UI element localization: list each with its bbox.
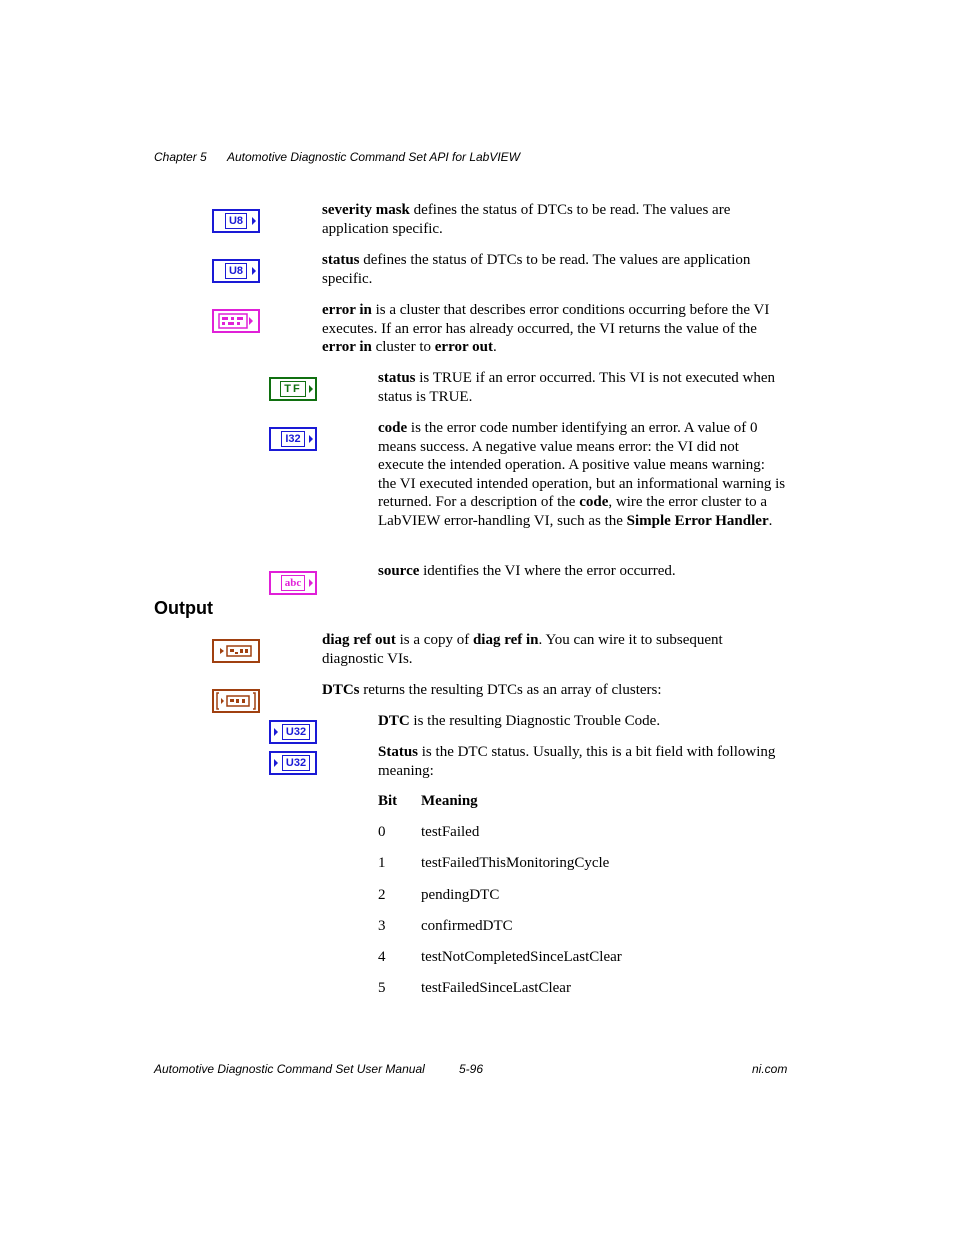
u32-label: U32 xyxy=(282,724,310,740)
manual-title: Automotive Diagnostic Command Set User Manual xyxy=(154,1062,425,1076)
abc-label: abc xyxy=(281,575,306,591)
page-footer xyxy=(0,1062,954,1078)
arrow-right-icon xyxy=(309,385,313,393)
chapter-label: Chapter 5 xyxy=(154,150,207,164)
u8-label: U8 xyxy=(225,213,247,229)
error-code-description: code is the error code number identifying an error. A value of 0 means success. A negative value means error: the VI did not execute the intended operation. A positive value means warning: the VI executed intended operation, but an informational warning is returned. For a description of the code, wire the error cluster to a LabVIEW error-handling VI, such as the Simple Error Handler. xyxy=(378,420,786,529)
error-in-description: error in is a cluster that describes error conditions occurring before the VI executes. If an error has already occurred, the VI returns the value of the error in cluster to error out. xyxy=(322,302,770,356)
page-header xyxy=(0,150,954,166)
array-icon xyxy=(215,691,257,711)
status-description: status defines the status of DTCs to be read. The values are application specific. xyxy=(322,252,751,287)
error-status-description: status is TRUE if an error occurred. This VI is not executed when status is TRUE. xyxy=(378,370,776,405)
arrow-left-icon xyxy=(274,728,278,736)
arrow-left-icon xyxy=(274,759,278,767)
i32-terminal-icon xyxy=(269,427,317,451)
output-heading: Output xyxy=(154,598,213,618)
diag-ref-out-description: diag ref out is a copy of diag ref in. You can wire it to subsequent diagnostic VIs. xyxy=(322,632,723,667)
u8-terminal-icon xyxy=(212,259,260,283)
error-source-description: source identifies the VI where the error occurred. xyxy=(378,563,676,579)
column-header-meaning: Meaning xyxy=(421,793,478,809)
refnum-terminal-icon xyxy=(212,639,260,663)
page-number: 5-96 xyxy=(459,1062,484,1076)
arrow-right-icon xyxy=(309,435,313,443)
severity-mask-description: severity mask defines the status of DTCs to be read. The values are application specific. xyxy=(322,202,731,237)
error-cluster-icon xyxy=(212,309,260,333)
term-name: severity mask xyxy=(322,202,410,218)
refnum-icon xyxy=(217,643,255,659)
arrow-right-icon xyxy=(252,217,256,225)
tf-label: TF xyxy=(280,381,305,397)
dtc-description: DTC is the resulting Diagnostic Trouble Code. xyxy=(378,713,661,729)
column-header-bit: Bit xyxy=(378,793,398,809)
dtc-status-description: Status is the DTC status. Usually, this is a bit field with following meaning: xyxy=(378,744,776,779)
dtcs-description: DTCs returns the resulting DTCs as an array of clusters: xyxy=(322,682,662,698)
array-cluster-terminal-icon xyxy=(212,689,260,713)
i32-label: I32 xyxy=(281,431,304,447)
boolean-terminal-icon xyxy=(269,377,317,401)
u32-terminal-icon xyxy=(269,751,317,775)
u32-terminal-icon xyxy=(269,720,317,744)
u8-terminal-icon xyxy=(212,209,260,233)
u32-label: U32 xyxy=(282,755,310,771)
string-terminal-icon xyxy=(269,571,317,595)
chapter-title: Automotive Diagnostic Command Set API for LabVIEW xyxy=(227,150,521,164)
arrow-right-icon xyxy=(309,579,313,587)
site-link[interactable]: ni.com xyxy=(752,1062,788,1076)
u8-label: U8 xyxy=(225,263,247,279)
arrow-right-icon xyxy=(252,267,256,275)
cluster-icon xyxy=(218,313,254,329)
term-name: status xyxy=(322,252,360,268)
